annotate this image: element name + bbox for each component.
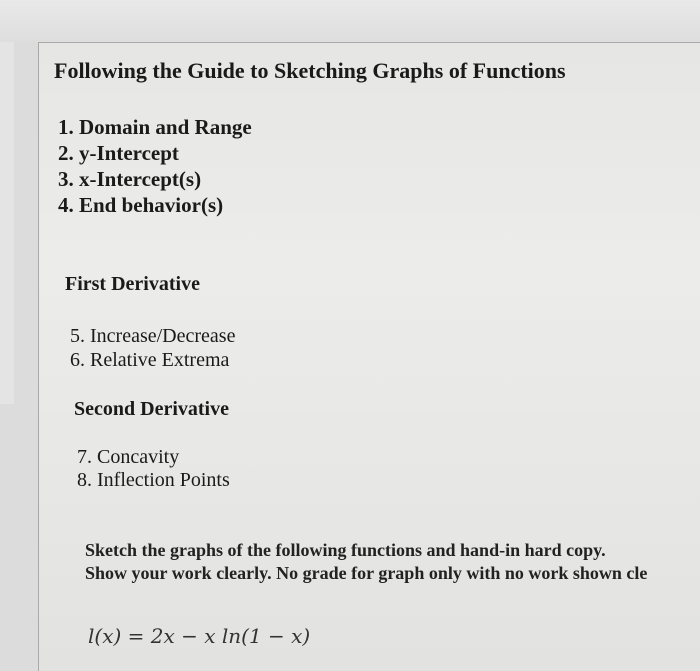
instruction-line-2: Show your work clearly. No grade for graph only with no work shown cle xyxy=(85,563,648,583)
first-derivative-heading: First Derivative xyxy=(65,273,200,295)
step-relative-extrema: 6. Relative Extrema xyxy=(70,349,230,371)
background-strip xyxy=(0,0,700,42)
step-inflection-points: 8. Inflection Points xyxy=(77,469,230,491)
step-domain-range: 1. Domain and Range xyxy=(58,115,252,139)
second-derivative-heading: Second Derivative xyxy=(74,398,229,420)
step-increase-decrease: 5. Increase/Decrease xyxy=(70,325,236,347)
function-formula: l(x) = 2x − x ln(1 − x) xyxy=(88,624,311,648)
document-title: Following the Guide to Sketching Graphs of Functions xyxy=(54,58,566,83)
left-margin xyxy=(0,42,14,404)
step-end-behavior: 4. End behavior(s) xyxy=(58,193,224,217)
step-x-intercepts: 3. x-Intercept(s) xyxy=(58,167,202,191)
step-y-intercept: 2. y-Intercept xyxy=(58,141,179,165)
instruction-line-1: Sketch the graphs of the following functions and hand-in hard copy. xyxy=(85,540,606,560)
step-concavity: 7. Concavity xyxy=(77,446,180,468)
